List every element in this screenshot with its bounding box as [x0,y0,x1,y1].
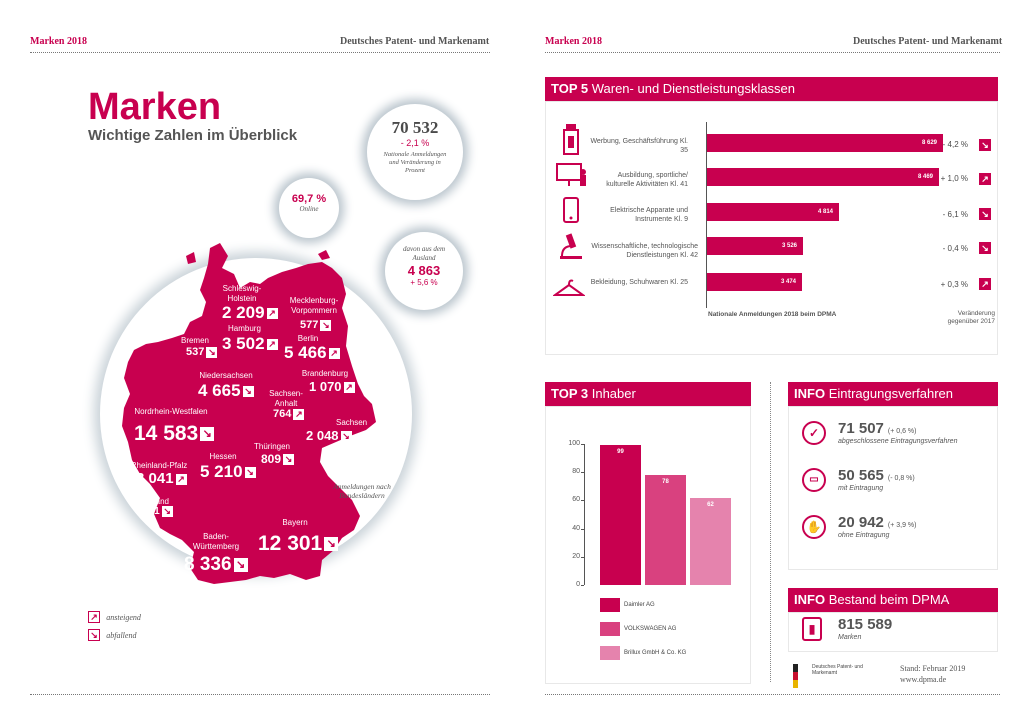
class-label: Werbung, Geschäftsführung Kl. 35 [590,138,688,154]
divider [545,694,1000,695]
state-name-hessen: Hessen [209,452,237,461]
top5-bar-label: 4 814 [817,209,833,215]
divider [30,694,490,695]
top3-y-tickmark [581,557,584,558]
hand-icon: ✋ [802,515,826,539]
arrow-up-icon: ↗ [979,173,991,185]
state-name-bayern: Bayern [282,518,308,527]
arrow-down-icon: ↘ [284,454,293,465]
abroad-label: davon aus dem Ausland [403,245,445,262]
online-label: Online [299,205,319,213]
arrow-up-icon: ↗ [979,278,991,290]
top5-bar-label: 3 474 [780,279,796,285]
info-label: abgeschlossene Eintragungsverfahren [838,438,958,445]
map-note: Anmeldungen nach Bundesländern [333,482,391,500]
state-name-nordrhein-westfalen: Nordrhein-Westfalen [134,407,208,416]
eagle-logo [793,664,798,688]
state-value-rheinland-pfalz: 3 041 ↗ [136,470,185,487]
top3-y-tickmark [581,529,584,530]
state-name-bremen: Bremen [180,336,209,345]
top3-y-tickmark [581,444,584,445]
footer-url[interactable]: www.dpma.de [900,675,947,684]
state-name-sachsen-anhalt: Sachsen-Anhalt [269,389,303,408]
state-name-rheinland-pfalz: Rheinland-Pfalz [130,461,188,470]
state-value-baden-wuerttemberg: 8 336 ↘ [184,554,248,576]
book-icon: ▮ [802,617,822,641]
arrow-down-icon: ↘ [979,208,991,220]
state-name-baden-wuerttemberg: Baden-Württemberg [192,532,240,551]
state-name-mecklenburg-vorpommern: Mecklenburg-Vorpommern [289,296,339,315]
stock-value: 815 589 [838,616,893,633]
change-value: - 0,4 % [942,244,968,253]
top3-bar [600,445,641,585]
info-value: 71 507 (+ 0,6 %) [838,420,917,437]
top3-y-tick: 80 [572,468,580,476]
state-value-bremen: 537 ↘ [186,346,216,358]
arrow-down-icon: ↘ [246,467,254,478]
presentation-icon [555,162,587,193]
arrow-up-icon: ↗ [345,382,353,393]
footer-date: Stand: Februar 2019 [900,664,966,673]
legend-label: VOLKSWAGEN AG [624,626,677,632]
top5-footer-right: Veränderung gegenüber 2017 [947,310,995,325]
top5-footer-left: Nationale Anmeldungen 2018 beim DPMA [708,311,837,318]
state-name-saarland: Saarland [136,497,170,506]
top3-y-tick: 60 [572,496,580,504]
right-page-label: Marken 2018 [545,36,602,47]
monitor-icon: ▭ [802,468,826,492]
arrow-up-icon: ↗ [330,348,338,359]
legend-label: Brillux GmbH & Co. KG [624,650,687,656]
state-value-hessen: 5 210 ↘ [200,462,254,481]
legend-swatch [600,646,620,660]
change-value: + 0,3 % [940,280,968,289]
legend-up: ↗ ansteigend [88,611,141,623]
abroad-value: 4 863 [407,263,441,278]
top3-y-tick: 20 [572,552,580,560]
arrow-down-icon: ↘ [979,242,991,254]
state-value-niedersachsen: 4 665 ↘ [198,381,252,400]
state-name-schleswig-holstein: Schleswig-Holstein [222,284,262,303]
legend-swatch [600,622,620,636]
left-page-label: Marken 2018 [30,36,87,47]
class-label: Wissenschaftliche, technologische Dienstleistungen Kl. 42 [591,243,698,259]
page-subtitle: Wichtige Zahlen im Überblick [88,127,298,144]
legend-swatch [600,598,620,612]
change-value: - 6,1 % [942,210,968,219]
info-label: mit Eintragung [838,485,884,492]
info-label: ohne Eintragung [838,532,890,539]
arrow-down-icon: ↘ [342,431,350,442]
arrow-down-icon: ↘ [88,629,100,641]
arrow-down-icon: ↘ [324,537,338,551]
arrow-down-icon: ↘ [208,346,216,357]
top3-bar [645,475,686,585]
arrow-down-icon: ↘ [234,558,248,572]
state-value-sachsen: 2 048 ↘ [306,428,350,443]
state-value-mecklenburg-vorpommern: 577 ↘ [300,319,330,331]
state-value-brandenburg: 1 070 ↗ [309,379,353,394]
top5-bar-label: 8 629 [921,140,937,146]
total-label: Nationale Anmeldungen und Veränderung in Prozent [383,151,447,174]
top3-y-axis [584,444,585,585]
abroad-change: + 5,6 % [410,278,438,287]
smartphone-icon [562,196,580,229]
top3-bar-label: 62 [707,501,714,508]
top3-y-tickmark [581,585,584,586]
arrow-down-icon: ↘ [322,319,330,330]
info-procedure-header: INFO Eintragungsverfahren [788,382,998,406]
state-value-nordrhein-westfalen: 14 583 ↘ [134,422,214,446]
arrow-up-icon: ↗ [88,611,100,623]
state-value-saarland: 551 ↘ [143,506,171,518]
top3-bar [690,498,731,585]
state-value-berlin: 5 466 ↗ [284,343,338,362]
top3-y-tick: 100 [568,440,580,447]
info-value: 50 565 (- 0,8 %) [838,467,915,484]
total-value: 70 532 [391,118,439,137]
online-bubble [279,178,339,238]
class-label: Elektrische Apparate und Instrumente Kl. 9 [610,207,688,223]
state-name-thueringen: Thüringen [253,442,291,451]
state-value-sachsen-anhalt: 764 ↗ [273,408,303,420]
total-change: - 2,1 % [400,138,430,148]
page-title: Marken [88,86,222,128]
legend-down: ↘ abfallend [88,629,136,641]
top3-bar-label: 99 [617,449,624,456]
top3-y-tick: 40 [572,524,580,532]
arrow-up-icon: ↗ [268,308,276,319]
state-value-bayern: 12 301 ↘ [258,532,338,556]
arrow-up-icon: ↗ [177,473,185,484]
divider [30,52,490,53]
state-name-niedersachsen: Niedersachsen [199,371,253,380]
state-name-hamburg: Hamburg [228,324,261,333]
checkmark-icon: ✓ [802,421,826,445]
info-stock-header: INFO Bestand beim DPMA [788,588,998,612]
arrow-down-icon: ↘ [200,427,214,441]
right-office-name: Deutsches Patent- und Markenamt [853,36,1003,47]
arrow-up-icon: ↗ [268,339,276,350]
arrow-down-icon: ↘ [979,139,991,151]
state-name-sachsen: Sachsen [336,418,368,427]
top5-bar-label: 8 469 [917,174,933,180]
top3-y-tickmark [581,500,584,501]
state-name-berlin: Berlin [297,334,319,343]
state-name-brandenburg: Brandenburg [301,369,349,378]
arrow-down-icon: ↘ [163,506,171,516]
top5-header: TOP 5 Waren- und Dienstleistungsklassen [545,77,998,101]
change-value: - 4,2 % [942,140,968,149]
logo-text: Deutsches Patent- und Markenamt [812,664,863,676]
stock-label: Marken [838,634,862,641]
arrow-up-icon: ↗ [295,408,303,419]
class-label: Ausbildung, sportliche/ kulturelle Aktivitäten Kl. 41 [606,172,688,188]
online-value: 69,7 % [291,193,327,205]
top3-header: TOP 3 Inhaber [545,382,751,406]
state-value-thueringen: 809 ↘ [261,452,293,466]
hanger-icon [553,277,585,304]
divider [545,52,1000,53]
state-value-hamburg: 3 502 ↗ [222,334,276,353]
change-value: + 1,0 % [940,174,968,183]
arrow-down-icon: ↘ [244,386,252,397]
left-office-name: Deutsches Patent- und Markenamt [340,36,490,47]
class-label: Bekleidung, Schuhwaren Kl. 25 [590,279,688,286]
state-value-schleswig-holstein: 2 209 ↗ [222,303,276,322]
total-bubble [367,104,463,200]
info-value: 20 942 (+ 3,9 %) [838,514,917,531]
divider [770,382,771,682]
lipstick-icon [561,122,581,161]
top3-y-tickmark [581,472,584,473]
legend-label: Daimler AG [624,602,655,608]
top3-y-tick: 0 [576,581,580,588]
top5-bar-label: 3 526 [781,243,797,249]
top3-bar-label: 78 [662,479,669,486]
